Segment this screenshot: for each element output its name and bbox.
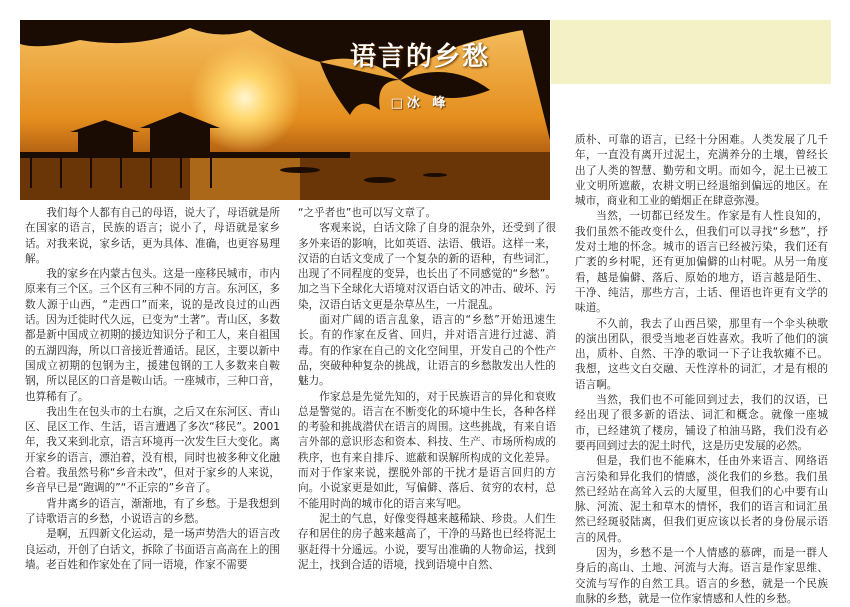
paragraph: 因为，乡愁不是一个人情感的慕碑，而是一群人身后的高山、土地、河流与大海。语言是作家思维、交流与写作的自然工具。语言的乡愁，就是一个民族血脉的乡愁，就是一位作家情感和人性的乡愁。	[575, 547, 828, 605]
paragraph: 当然，我们也不可能回到过去，我们的汉语，已经出现了很多新的语法、词汇和概念。就像一座城市，已经建筑了楼房，铺设了柏油马路，我们没有必要再回到过去的泥土时代，这是历史发展的必然。	[575, 394, 828, 452]
paragraph: 客观来说，白话文除了自身的混杂外，还受到了很多外来语的影响，比如英语、法语、俄语。这样一来，汉语的白话文变成了一个复杂的新的语种，有些词汇，出现了不同程度的变异，也长出了不同感觉的“乡愁”。加之当下全球化大语境对汉语白话文的冲击、破坏、污染，汉语白话文更是杂草丛生，一片混乱。	[298, 222, 556, 311]
paragraph: 作家总是先觉先知的，对于民族语言的异化和衰败总是警觉的。语言在不断变化的环境中生长，各种各样的考验和挑战潜伏在语言的周围。这些挑战，有来自语言外部的意识形态和资本、科技、生产、市场所构成的秩序，也有来自排斥、遮蔽和误解所构成的文化差异。而对于作家来说，摆脱外部的干扰才是语言回归的方向。小说家更是如此，写偏僻、落后、贫穷的农村，总不能用时尚的城市化的语言来写吧。	[298, 390, 556, 510]
paragraph: 我们每个人都有自己的母语，说大了，母语就是所在国家的语言，民族的语言；说小了，母语就是家乡话。对我来说，家乡话，更为具体、准确，也更容易理解。	[25, 207, 280, 265]
paragraph: 我出生在包头市的土右旗，之后又在东河区、青山区、昆区工作、生活，语言遭遇了多次“移民”。2001年，我又来到北京，语言环境再一次发生巨大变化。离开家乡的语言，漂泊着，没有根，同时也被多种文化融合着。我虽然号称“乡音未改”，但对于家乡的人来说，乡音早已是“跑调的”“不正宗的”乡音了。	[25, 405, 280, 495]
text-column-1	[25, 206, 280, 573]
paragraph: 不久前，我去了山西吕梁，那里有一个伞头秧歌的演出团队，很受当地老百姓喜欢。我听了他们的演出，质朴、自然、干净的歌词一下子让我软瘫不已。我想，这些文白交融、天性淳朴的词汇，才是有根的语言啊。	[575, 317, 828, 391]
paragraph: 泥土的气息，好像变得越来越稀缺、珍贵。人们生存和居住的房子越来越高了，干净的马路也已经将泥土驱赶得十分遥远。小说，要写出准确的人物命运，找到泥土，找到合适的语境，找到语境中自然、	[298, 512, 556, 571]
article-title: 语言的乡愁	[349, 42, 490, 72]
paragraph: 当然，一切都已经发生。作家是有人性良知的，我们虽然不能改变什么，但我们可以寻找“乡愁”，抒发对土地的怀念。城市的语言已经被污染，我们还有广袤的乡村呢，还有更加偏僻的山村呢。从另一角度看，越是偏僻、落后、原始的地方，语言越是陌生、干净、纯洁，那些方言，土话、俚语也许更有文学的味道。	[575, 210, 828, 315]
paragraph: 背井离乡的语言，渐渐地，有了乡愁。于是我想到了诗歌语言的乡愁，小说语言的乡愁。	[25, 497, 280, 525]
paragraph: 我的家乡在内蒙古包头。这是一座移民城市，市内原来有三个区。三个区有三种不同的方言。东河区，多数人源于山西，“走西口”而来，说的是改良过的山西话。因为迁徙时代久远，已变为“土著”。青山区，多数都是新中国成立初期的援边知识分子和工人，来自祖国的五湖四海，所以口音接近普通话。昆区，主要以新中国成立初期的包钢为主，援建包钢的工人多数来自鞍钢，所以昆区的口音是鞍山话。一座城市，三种口音，也算稀有了。	[25, 268, 280, 403]
paragraph: 面对广阔的语言乱象，语言的“乡愁”开始迅速生长。有的作家在反省、回归，并对语言进行过滤、消毒。有的作家在自己的文化空间里，开发自己的个性产品，突破种种复杂的挑战，让语言的乡愁散发出人性的魅力。	[298, 314, 556, 388]
highlight-box	[551, 20, 831, 84]
text-column-3	[575, 133, 828, 607]
paragraph: 是啊，五四新文化运动，是一场声势浩大的语言改良运动，开创了白话文，拆除了书面语言高高在上的围墙。老百姓和作家处在了同一语境，作家不需要	[25, 528, 280, 571]
paragraph: 质朴、可靠的语言，已经十分困难。人类发展了几千年，一直没有离开过泥土，充满养分的土壤，曾经长出了人类的智慧、勤劳和文明。而如今，泥土已被工业文明所遮蔽，农耕文明已经退缩到偏远的地区。在城市，商业和工业的蛸烟正在肆意弥漫。	[575, 134, 828, 208]
text-column-2	[298, 206, 556, 573]
paragraph: “之乎者也”也可以写文章了。	[298, 207, 437, 219]
article-author: □冰 峰	[390, 96, 450, 111]
paragraph: 但是，我们也不能麻木，任由外来语言、网络语言污染和异化我们的情感，淡化我们的乡愁。我们虽然已经站在高耸入云的大厦里，但我们的心中要有山脉、河流、泥土和草木的情怀，我们的语言和词汇虽然已经斑驳陆离，但我们更应该以长者的身份展示语言的风骨。	[575, 455, 828, 544]
